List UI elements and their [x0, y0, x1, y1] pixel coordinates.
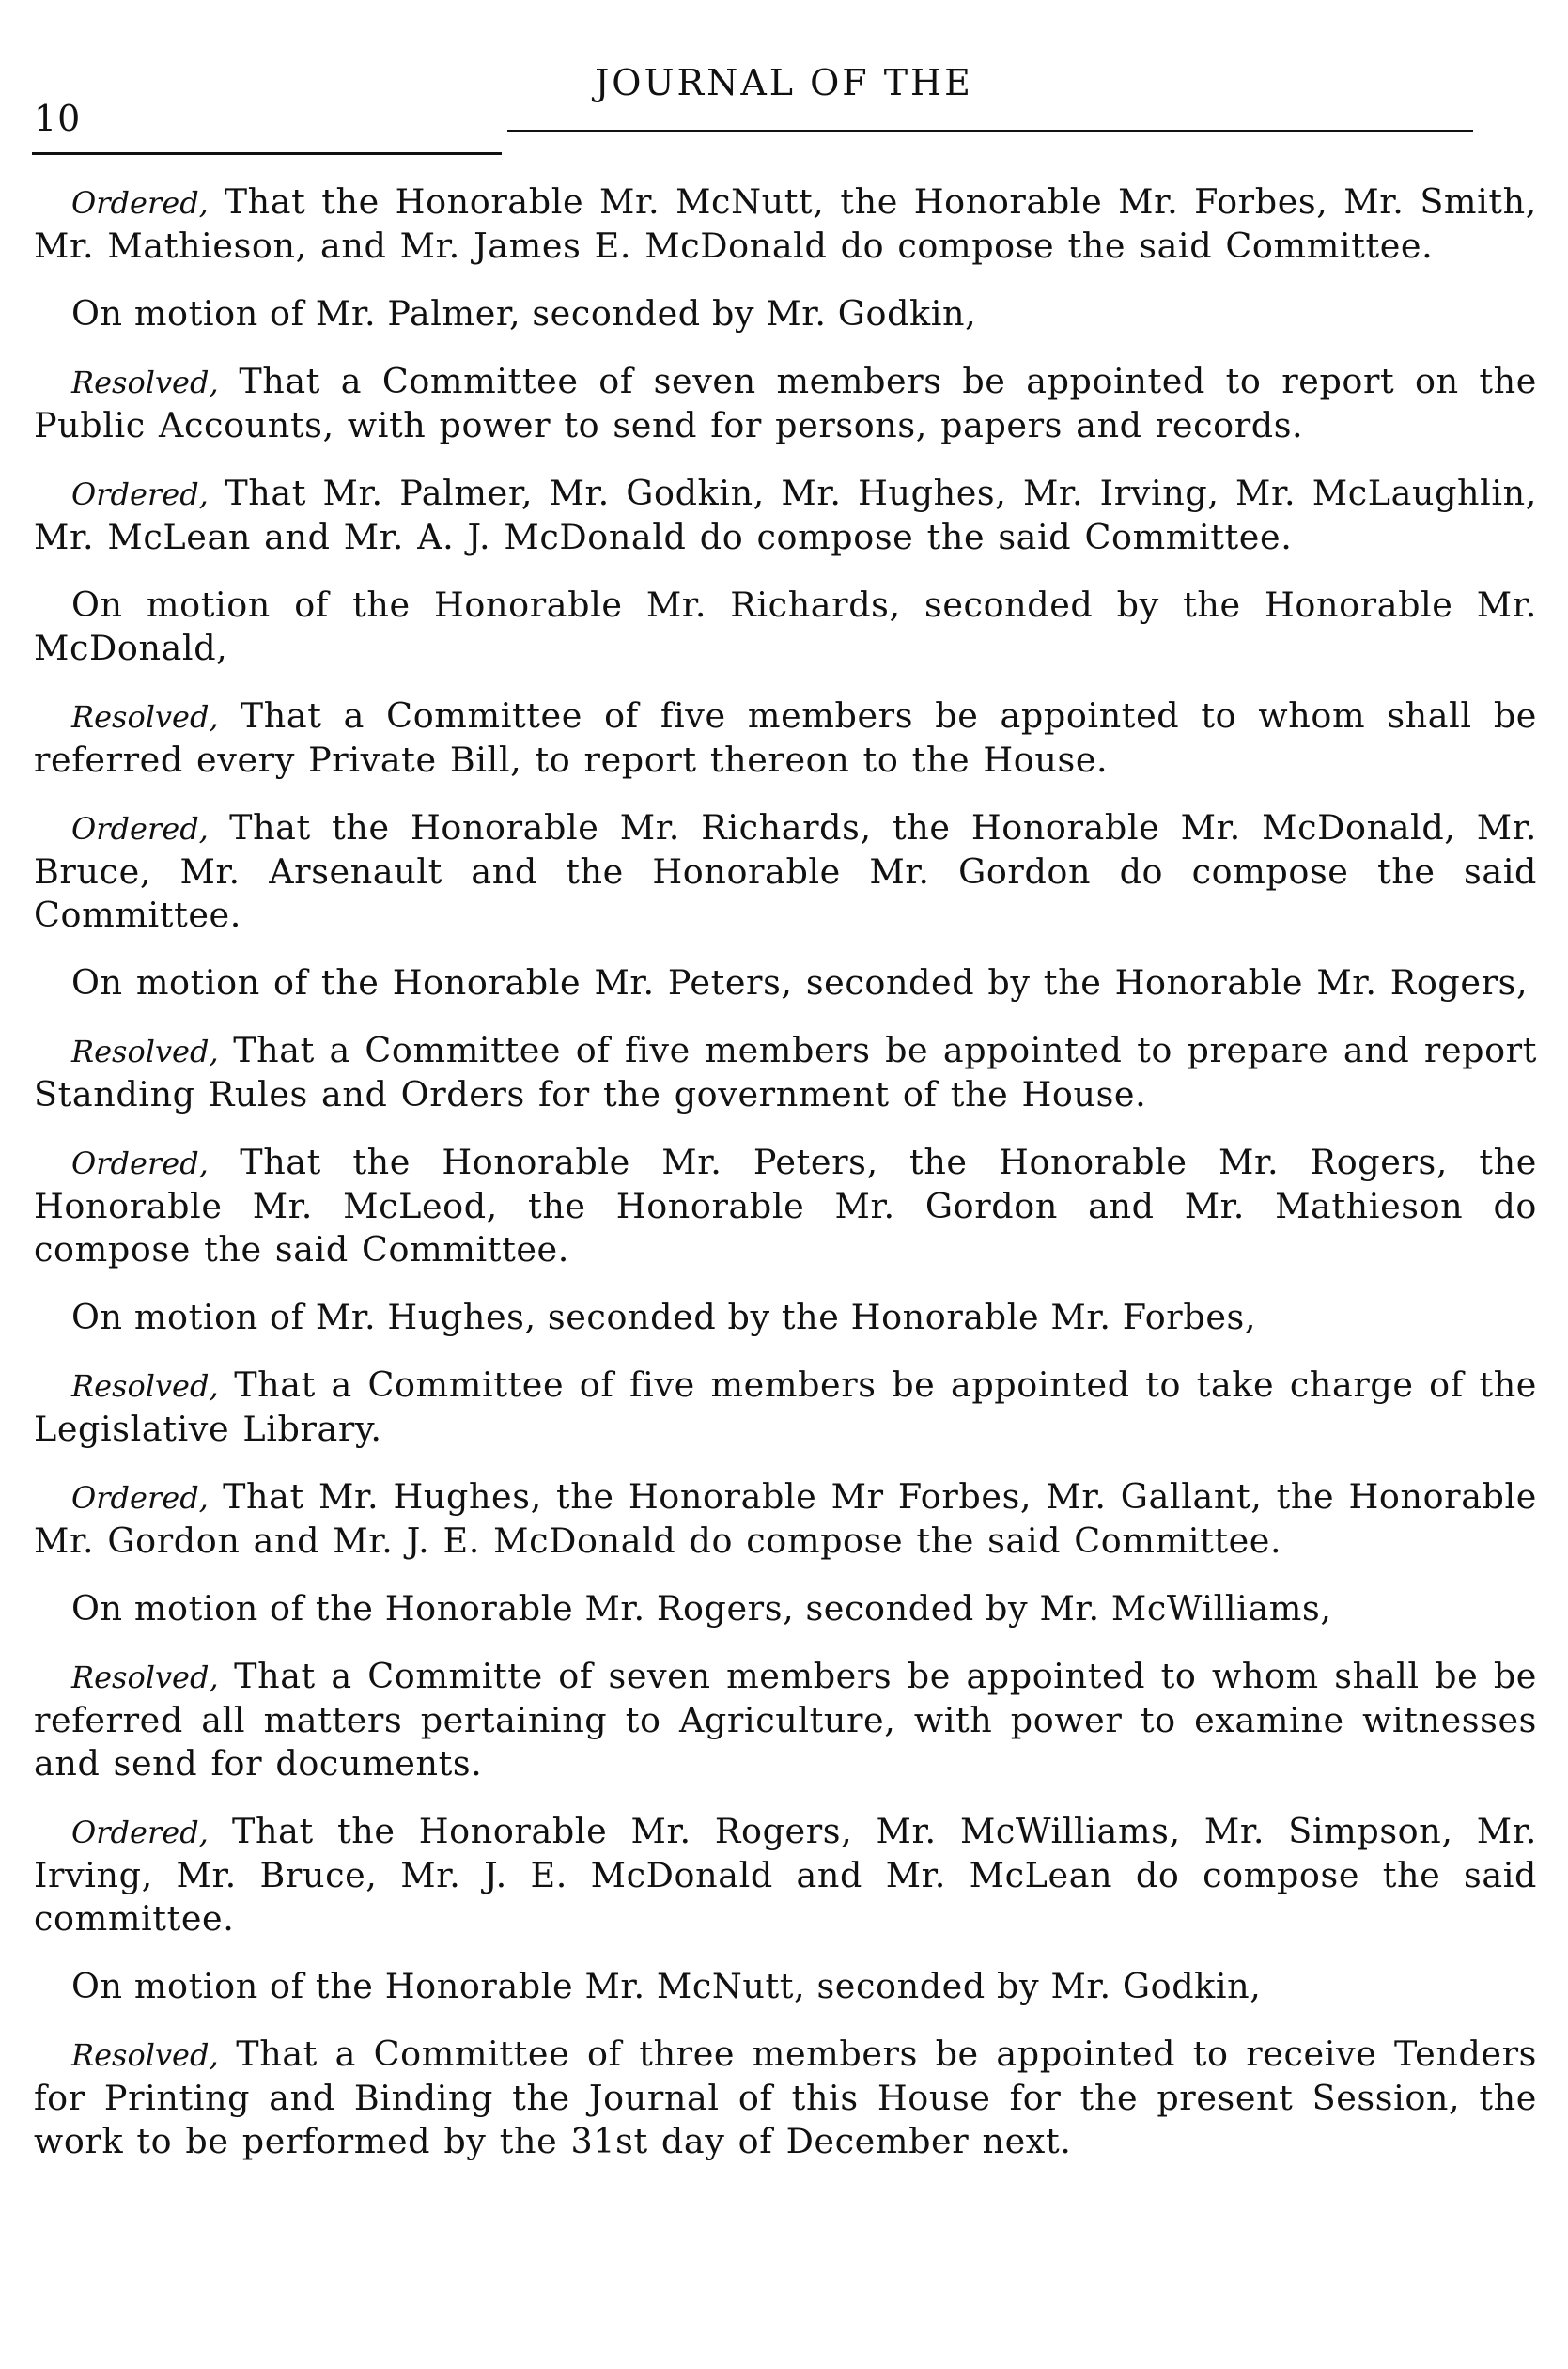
paragraph-text: That a Committee of seven members be appointed to report on the Public Accounts, with power to send for persons, papers and records. [34, 361, 1537, 445]
paragraph-resolved [34, 694, 1537, 782]
paragraph-text: That the Honorable Mr. Rogers, Mr. McWilliams, Mr. Simpson, Mr. Irving, Mr. Bruce, Mr. J. E. McDonald and Mr. McLean do compose the said committee. [34, 1811, 1537, 1939]
paragraph-resolved [34, 360, 1537, 447]
page-number: 10 [34, 98, 82, 139]
paragraph-resolved [34, 1364, 1537, 1451]
paragraph-ordered [34, 806, 1537, 937]
paragraph-lead: Resolved, [71, 699, 219, 735]
paragraph-text: On motion of Mr. Palmer, seconded by Mr. Godkin, [71, 293, 977, 334]
paragraph-text: That a Committee of five members be appointed to whom shall be referred every Private Bill, to report thereon to the House. [34, 695, 1537, 780]
paragraph-text: That Mr. Palmer, Mr. Godkin, Mr. Hughes, Mr. Irving, Mr. McLaughlin, Mr. McLean and Mr. A. J. McDonald do compose the said Committee. [34, 473, 1537, 557]
paragraph-text: That a Committee of five members be appointed to take charge of the Legislative Library. [34, 1364, 1537, 1449]
paragraph-ordered [34, 1141, 1537, 1271]
paragraph-text: On motion of the Honorable Mr. Richards, seconded by the Honorable Mr. McDonald, [34, 584, 1537, 668]
paragraph-lead: Ordered, [71, 476, 209, 512]
paragraph-text: That Mr. Hughes, the Honorable Mr Forbes, Mr. Gallant, the Honorable Mr. Gordon and Mr. J. E. McDonald do compose the said Committee. [34, 1476, 1537, 1561]
paragraph-text: That the Honorable Mr. Peters, the Honorable Mr. Rogers, the Honorable Mr. McLeod, the Honorable Mr. Gordon and Mr. Mathieson do compose the said Committee. [34, 1142, 1537, 1270]
paragraph-ordered [34, 472, 1537, 559]
paragraph-lead: Ordered, [71, 1480, 209, 1516]
journal-body [34, 180, 1537, 2188]
paragraph-lead: Resolved, [71, 365, 219, 400]
paragraph-motion [34, 1296, 1537, 1339]
running-head: JOURNAL OF THE [595, 62, 973, 103]
header-rule-right [507, 130, 1473, 132]
header-rule-left [32, 152, 502, 155]
paragraph-resolved [34, 1655, 1537, 1785]
paragraph-ordered [34, 1475, 1537, 1563]
paragraph-ordered [34, 180, 1537, 268]
paragraph-text: That a Committee of three members be appointed to receive Tenders for Printing and Binding the Journal of this House for the present Session, the work to be performed by the 31st day of December next. [34, 2034, 1537, 2161]
paragraph-text: That a Committee of five members be appointed to prepare and report Standing Rules and Orders for the government of the House. [34, 1030, 1537, 1114]
paragraph-motion [34, 584, 1537, 670]
paragraph-motion [34, 961, 1537, 1005]
paragraph-resolved [34, 2033, 1537, 2163]
paragraph-lead: Resolved, [71, 1034, 219, 1069]
paragraph-text: That the Honorable Mr. Richards, the Honorable Mr. McDonald, Mr. Bruce, Mr. Arsenault and the Honorable Mr. Gordon do compose the said Committee. [34, 807, 1537, 935]
paragraph-text: On motion of Mr. Hughes, seconded by the Honorable Mr. Forbes, [71, 1297, 1257, 1337]
paragraph-lead: Resolved, [71, 1660, 219, 1695]
paragraph-motion [34, 292, 1537, 335]
paragraph-resolved [34, 1029, 1537, 1116]
paragraph-motion [34, 1587, 1537, 1630]
paragraph-lead: Resolved, [71, 1368, 219, 1404]
paragraph-text: On motion of the Honorable Mr. Rogers, seconded by Mr. McWilliams, [71, 1588, 1332, 1629]
paragraph-lead: Ordered, [71, 185, 209, 221]
paragraph-lead: Ordered, [71, 1815, 209, 1850]
paragraph-text: That the Honorable Mr. McNutt, the Honorable Mr. Forbes, Mr. Smith, Mr. Mathieson, and Mr. James E. McDonald do compose the said Committee. [34, 181, 1537, 266]
paragraph-text: On motion of the Honorable Mr. McNutt, seconded by Mr. Godkin, [71, 1966, 1262, 2006]
paragraph-ordered [34, 1810, 1537, 1940]
paragraph-lead: Ordered, [71, 811, 209, 847]
paragraph-lead: Resolved, [71, 2037, 219, 2073]
paragraph-text: That a Committe of seven members be appointed to whom shall be be referred all matters pertaining to Agriculture, with power to examine witnesses and send for documents. [34, 1656, 1537, 1784]
paragraph-motion [34, 1965, 1537, 2008]
paragraph-text: On motion of the Honorable Mr. Peters, seconded by the Honorable Mr. Rogers, [71, 962, 1529, 1003]
paragraph-lead: Ordered, [71, 1146, 209, 1181]
